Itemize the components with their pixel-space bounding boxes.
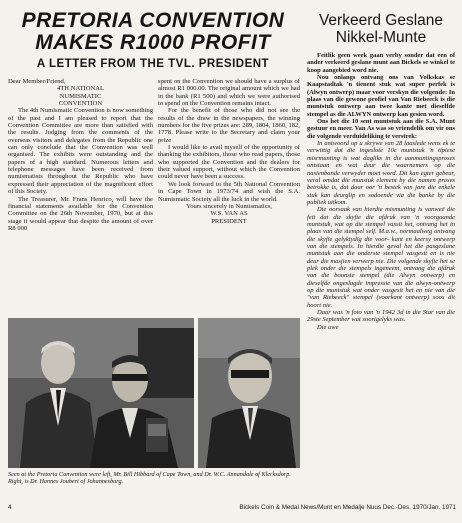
page-footer: Bickels Coin & Medal News/Munt en Medalje Nuus Dec.-Des. 1970/Jan. 1971: [239, 504, 456, 511]
letter-paragraph-1: The 4th Numismatic Convention is now something of the past and I am pleased to report that the Convention Committee are more than satisfied with the results. Judging from the comments of the overseas visitors and delegates from the Republic one can only conclude that the Convention was well organised. The exhibits were outstanding and the papers of a high standard. Numerous letters and telephone messages have been received from numismatists throughout the Republic who have expressed their appreciation of the magnificent effort of this Society.: [8, 107, 153, 196]
headline-line-2: MAKES R1000 PROFIT: [35, 31, 271, 54]
article-intro: Feitlik geen week gaan verby sonder dat een of ander verkeerd geslane munt aan Bickels se winkel te koop aangebied word nie.: [307, 52, 455, 74]
article-quote-2: Die oorsaak van hierdie mismunting is vanweë die feit dat die skyfie die afdruk van 'n voorgaande muntstuk, wat op die stempel vassit het, ontvang het in plaas van die stempel self. M.a.w., normaalweg ontvang die skyfie gelyktydig die voor- kant en keersy ontwerp van die stempels. In hierdie geval het die pasgeslane muntstuk aan die onderste stempel vasgesit en is nie deur die masjien verwerp nie. Die volgende skyfie het se plek onder die stempels ingeneem, ontvang die afdruk van die boonste stempel (die Alwyn ontwerp) en dieselfde ongeslagde impressie van die alwyn-ontwerp op die muntstuk wat onder vasgesit het en nie van die "van Riebeeck" stempel (voorkant ontwerp) soos dit hoort nie.: [307, 206, 455, 309]
subheadline: A LETTER FROM THE TVL. PRESIDENT: [36, 58, 270, 70]
letter-paragraph-5: I would like to avail myself of the opportunity of thanking the exhibitors, those who read papers, those who supported the Convention and the dealers for their valued support, without which the Convention could never have been a success.: [158, 144, 300, 181]
photo-two-men: [8, 318, 194, 468]
page-number: 4: [8, 504, 12, 511]
afrikaans-article: [307, 12, 455, 331]
article-paragraph-2: Ons het die 10 sent muntstuk aan die S.A. Munt gestuur en meer. Van As was so vriendelik om vir ons die volgende verduideliking te verstrek:: [307, 118, 455, 140]
letter-column-left: [8, 78, 153, 232]
headline: [8, 10, 298, 54]
letter-paragraph-4: For the benefit of those who did not see the results of the draw in the newspapers, the winning numbers for the five prizes are: 289, 1804, 1860, 182, 1778. Please write to the Secretary and claim your prize: [158, 107, 300, 144]
article-title-line-1: Verkeerd Geslane: [318, 12, 444, 29]
article-quote-4: Die uwe: [317, 323, 339, 331]
letter-paragraph-3: spent on the Convention we should have a surplus of almost R1 000.00. The original amount which we had in the bank (R1 500) and which we were authorised to spend on the Convention remains intact.: [158, 78, 300, 108]
letter-address-line-3: CONVENTION: [58, 100, 103, 108]
article-title: [307, 12, 455, 46]
letter-signer: W.S. VAN AS: [210, 210, 248, 218]
headline-line-1: PRETORIA CONVENTION: [21, 9, 285, 32]
letter-column-middle: [158, 78, 300, 225]
letter-address-line-2: NUMISMATIC: [59, 92, 102, 100]
letter-closing: Yours sincerely in Numismatics,: [186, 202, 272, 210]
photo-caption: Seen at the Pretoria Convention were left, Mr. Bill Hibbard of Cape Town, and Dr. W.C. Annandale of Klerksdorp. Right, is Dr. Hannes Joubert of Johannesburg.: [8, 471, 291, 486]
letter-paragraph-2: The Treasurer, Mr. Frans Henrico, will have the financial statements available for the Convention Committee on the 26th November, 1970, but at this stage it would appear that despite the amount of over R8 000: [8, 195, 153, 232]
convention-photos: [8, 318, 300, 468]
photo-one-man: [198, 318, 300, 468]
letter-paragraph-6: We look forward to the 5th National Convention in Cape Town in 1973/74 and wish the S.A. Numismatic Society all the luck in the world.: [158, 180, 300, 203]
letter-address-line-1: 4TH NATIONAL: [56, 85, 105, 93]
letter-signer-title: PRESIDENT: [211, 217, 247, 225]
letter-salutation: Dear Member/Friend,: [8, 78, 66, 85]
photo-one-man-image: [198, 318, 300, 468]
photo-two-men-image: [8, 318, 194, 468]
article-title-line-2: Nikkel-Munte: [335, 29, 427, 46]
article-paragraph-1: Nou onlangs ontvang ons van Volkskas se Kaapstadtak 'n tienent stuk wat super perfek is (Alwyn ontwerp) maar voor verskyn die volgende: In plaas van die gewone profiel van Van Riebeeck is die muntstuk ontwerp aan twee kante met dieselfde stempel as die ALWYN ontwerp kan gesien word.: [307, 74, 455, 118]
article-quote-1: In antwoord op u skrywe van 28 laaslede wens ek te verwittig dat die ingeslote 10c muntstuk 'n tipiese misrmunting is wat dagliks in die aanmuntingsproses ontstaan en wat deur die waarnemers op die nasienbande verwyder moet word. Dit kan egter gebeur, veral omdat die munstuk element by die namen proses betrokke is, dat daar oor 'n bestek van jare die enkele stuk kan deurglip en sodoende via die banke by die publiek uitkom.: [307, 140, 455, 206]
article-quote-3: Daar was 'n foto van 'n 1942 3d in die Star van die 29ste September wat soortgelyks was.: [307, 309, 455, 324]
